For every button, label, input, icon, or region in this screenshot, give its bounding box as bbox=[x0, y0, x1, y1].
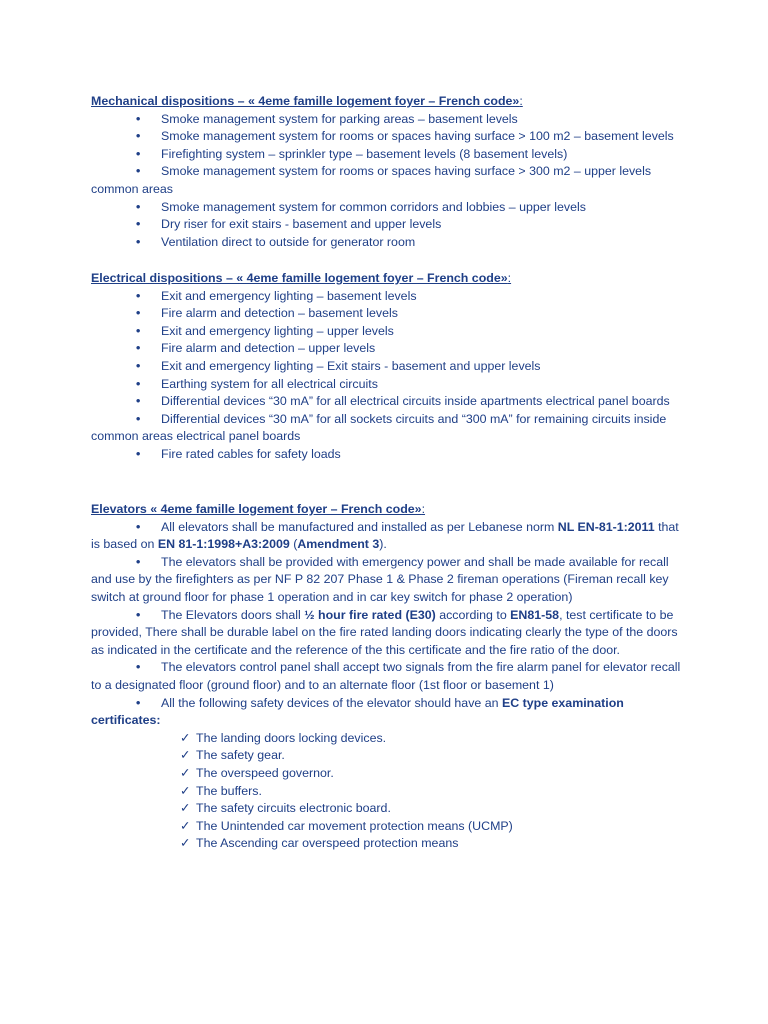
list-item: • Fire alarm and detection – upper levels bbox=[91, 340, 691, 358]
electrical-heading: Electrical dispositions – « 4eme famille logement foyer – French code»: bbox=[91, 271, 512, 285]
bullet-icon: • bbox=[136, 660, 141, 675]
safety-devices-checklist bbox=[91, 730, 691, 853]
list-item: • Ventilation direct to outside for generator room bbox=[91, 234, 691, 252]
electrical-section bbox=[91, 270, 691, 464]
list-item: • Dry riser for exit stairs - basement and upper levels bbox=[91, 216, 691, 234]
bullet-icon: • bbox=[136, 446, 141, 461]
bullet-icon: • bbox=[136, 199, 141, 214]
bullet-icon: • bbox=[136, 695, 141, 710]
list-item: • The elevators shall be provided with emergency power and shall be made available for recall and use by the firefighters as per NF P 82 207 Phase 1 & Phase 2 fireman operations (Fireman recall key switch at ground floor for phase 1 operation and in car key switch for phase 2 operation) bbox=[91, 554, 669, 604]
bullet-icon: • bbox=[136, 607, 141, 622]
checkmark-icon: ✓ bbox=[180, 818, 191, 833]
list-item: • Exit and emergency lighting – basement levels bbox=[91, 288, 691, 306]
elevators-section bbox=[91, 501, 691, 853]
list-item: • Fire alarm and detection – basement levels bbox=[91, 305, 691, 323]
list-item: • Firefighting system – sprinkler type – basement levels (8 basement levels) bbox=[91, 146, 691, 164]
list-item: • The Elevators doors shall ½ hour fire rated (E30) according to EN81-58, test certificate to be provided, There shall be durable label on the fire rated landing doors indicating clearly the type of the doors as indicated in the certificate and the reference of the this certificate and the fire ratio of the door. bbox=[91, 607, 678, 657]
checkmark-icon: ✓ bbox=[180, 730, 191, 745]
bullet-icon: • bbox=[136, 129, 141, 144]
bullet-icon: • bbox=[136, 519, 141, 534]
list-item: • Exit and emergency lighting – Exit stairs - basement and upper levels bbox=[91, 358, 691, 376]
list-item: • All elevators shall be manufactured and installed as per Lebanese norm NL EN-81-1:2011 that is based on EN 81-1:1998+A3:2009 (Amendment 3). bbox=[91, 519, 679, 552]
bullet-icon: • bbox=[136, 234, 141, 249]
electrical-list bbox=[91, 288, 691, 464]
list-item: • All the following safety devices of the elevator should have an EC type examination certificates: bbox=[91, 695, 624, 728]
list-item: • Smoke management system for rooms or spaces having surface > 300 m2 – upper levels common areas bbox=[91, 164, 652, 196]
mechanical-heading: Mechanical dispositions – « 4eme famille logement foyer – French code»: bbox=[91, 94, 523, 108]
bullet-icon: • bbox=[136, 111, 141, 126]
bullet-icon: • bbox=[136, 146, 141, 161]
checkmark-icon: ✓ bbox=[180, 765, 191, 780]
checkmark-icon: ✓ bbox=[180, 836, 191, 851]
check-item: ✓ The Ascending car overspeed protection means bbox=[91, 835, 691, 853]
list-item: • Fire rated cables for safety loads bbox=[91, 446, 691, 464]
checkmark-icon: ✓ bbox=[180, 748, 191, 763]
checkmark-icon: ✓ bbox=[180, 801, 191, 816]
bullet-icon: • bbox=[136, 288, 141, 303]
check-item: ✓ The safety gear. bbox=[91, 747, 691, 765]
bullet-icon: • bbox=[136, 411, 141, 426]
bullet-icon: • bbox=[136, 341, 141, 356]
bullet-icon: • bbox=[136, 554, 141, 569]
list-item: • Smoke management system for rooms or spaces having surface > 100 m2 – basement levels bbox=[91, 128, 691, 146]
bullet-icon: • bbox=[136, 306, 141, 321]
mechanical-section bbox=[91, 93, 691, 251]
elevators-list bbox=[91, 519, 691, 730]
bullet-icon: • bbox=[136, 394, 141, 409]
list-item: • Exit and emergency lighting – upper levels bbox=[91, 323, 691, 341]
checkmark-icon: ✓ bbox=[180, 783, 191, 798]
check-item: ✓ The Unintended car movement protection means (UCMP) bbox=[91, 818, 691, 836]
bullet-icon: • bbox=[136, 358, 141, 373]
bullet-icon: • bbox=[136, 217, 141, 232]
list-item: • Earthing system for all electrical circuits bbox=[91, 376, 691, 394]
mechanical-list bbox=[91, 111, 691, 252]
elevators-heading: Elevators « 4eme famille logement foyer – French code»: bbox=[91, 502, 426, 516]
list-item: • Smoke management system for common corridors and lobbies – upper levels bbox=[91, 199, 691, 217]
check-item: ✓ The landing doors locking devices. bbox=[91, 730, 691, 748]
bullet-icon: • bbox=[136, 323, 141, 338]
check-item: ✓ The safety circuits electronic board. bbox=[91, 800, 691, 818]
check-item: ✓ The buffers. bbox=[91, 783, 691, 801]
check-item: ✓ The overspeed governor. bbox=[91, 765, 691, 783]
list-item: • Smoke management system for parking areas – basement levels bbox=[91, 111, 691, 129]
list-item: • Differential devices “30 mA” for all sockets circuits and “300 mA” for remaining circuits inside common areas electrical panel boards bbox=[91, 411, 667, 444]
bullet-icon: • bbox=[136, 164, 141, 179]
bullet-icon: • bbox=[136, 376, 141, 391]
list-item: • The elevators control panel shall accept two signals from the fire alarm panel for elevator recall to a designated floor (ground floor) and to an alternate floor (1st floor or basement 1) bbox=[91, 660, 681, 692]
list-item: • Differential devices “30 mA” for all electrical circuits inside apartments electrical panel boards bbox=[91, 393, 691, 411]
